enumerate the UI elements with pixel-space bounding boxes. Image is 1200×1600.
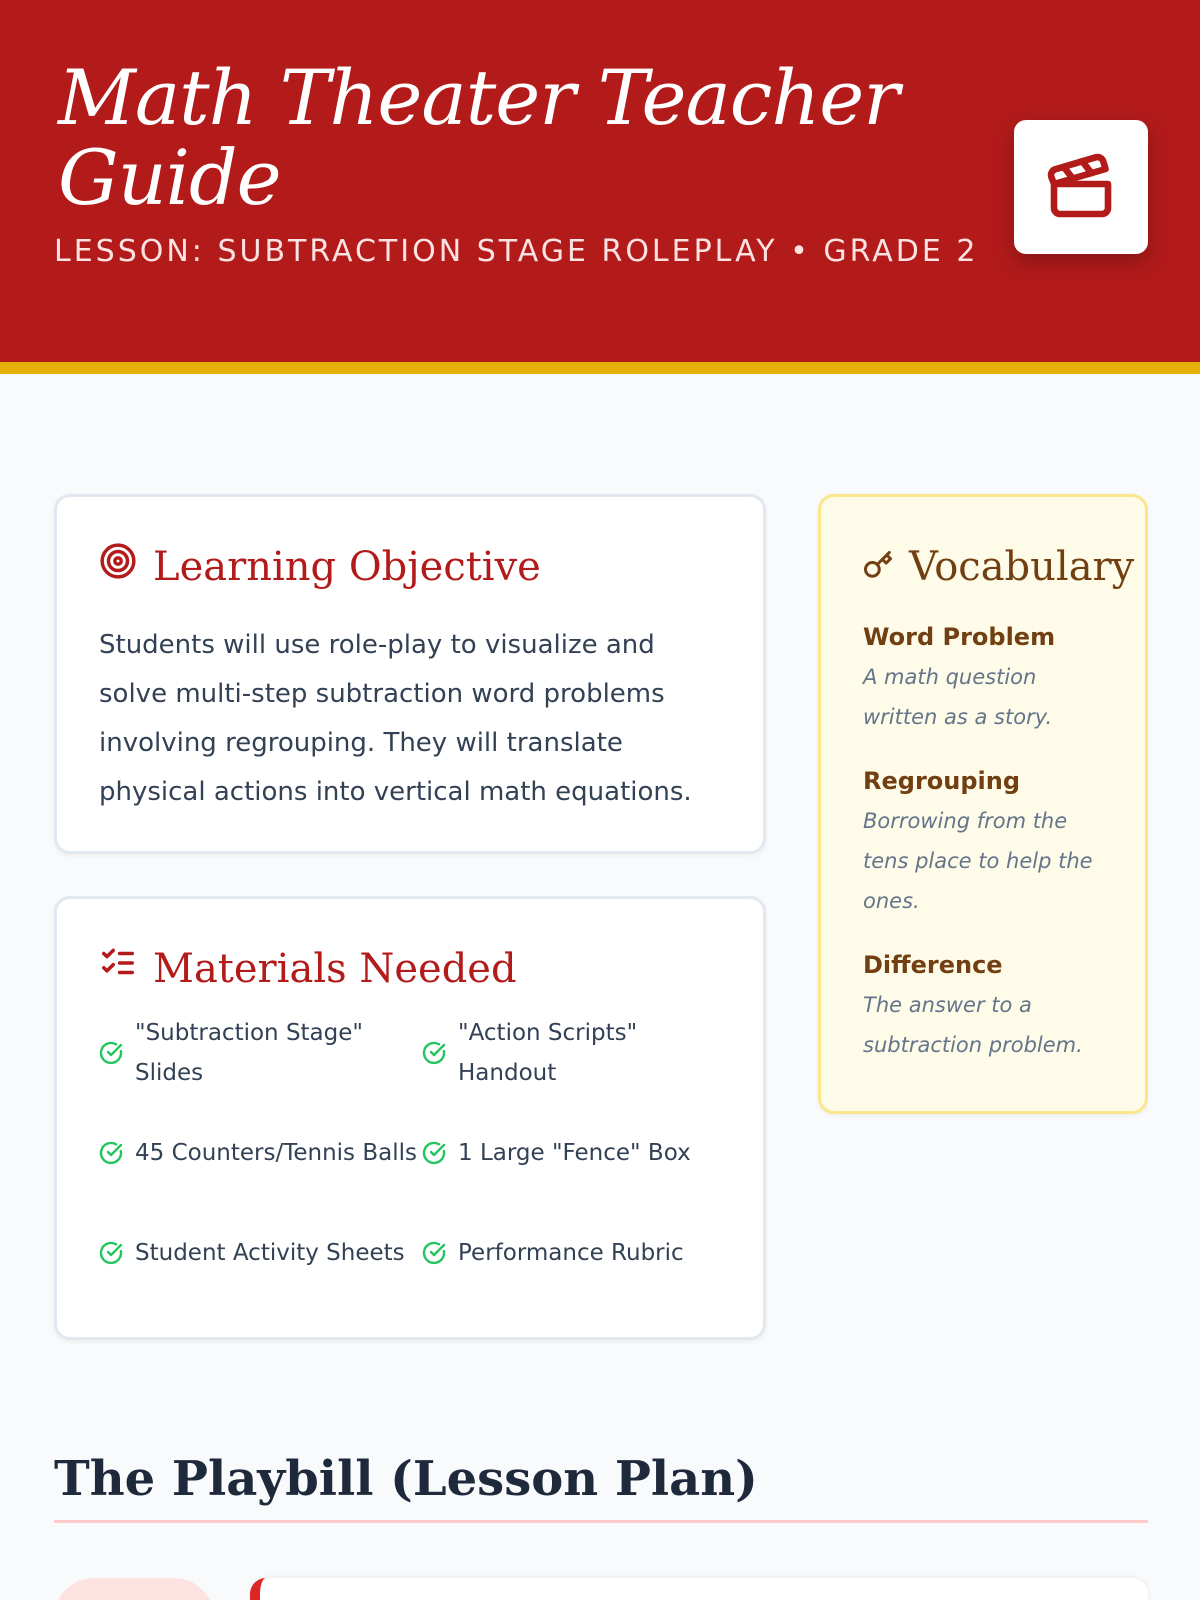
check-circle-icon [422,1141,446,1165]
materials-title: Materials Needed [153,946,517,992]
check-circle-icon [99,1141,123,1165]
materials-list [99,1013,729,1293]
lesson-subtitle: LESSON: SUBTRACTION STAGE ROLEPLAY • GRADE 2 [54,234,979,269]
materials-heading [99,939,517,999]
vocab-definition: Borrowing from the tens place to help the ones. [863,809,1093,913]
page-header [0,0,1200,374]
check-circle-icon [99,1241,123,1265]
material-label: 1 Large "Fence" Box [458,1140,691,1166]
step-badge [54,1578,214,1600]
list-item [422,1213,729,1293]
checklist-icon [99,939,137,999]
material-label: "Action Scripts" Handout [458,1020,638,1086]
vocabulary-heading [863,537,1134,597]
vocabulary-title: Vocabulary [909,544,1135,590]
list-item [422,1113,729,1193]
playbill-section-title: The Playbill (Lesson Plan) [54,1446,1148,1523]
vocab-term: Word Problem [863,623,1056,651]
vocab-term: Regrouping [863,767,1021,795]
check-circle-icon [422,1241,446,1265]
vocabulary-card [818,494,1148,1114]
learning-objective-text: Students will use role-play to visualize and solve multi-step subtraction word problems involving regrouping. They will translate physical actions into vertical math equations. [99,630,692,807]
check-circle-icon [422,1041,446,1065]
check-circle-icon [99,1041,123,1065]
lesson-step-card [250,1578,1148,1600]
list-item [99,1113,422,1193]
learning-objective-title: Learning Objective [153,544,541,590]
list-item [863,761,1113,921]
target-icon [99,537,137,597]
learning-objective-heading [99,537,541,597]
clapperboard-icon [1014,120,1148,254]
list-item [99,1013,422,1093]
list-item [863,945,1113,1065]
list-item [422,1013,729,1093]
material-label: 45 Counters/Tennis Balls [135,1140,417,1166]
page-title: Math Theater Teacher Guide [58,53,899,222]
vocab-term: Difference [863,951,1003,979]
key-icon [863,537,893,597]
vocab-definition: The answer to a subtraction problem. [863,993,1083,1057]
vocab-definition: A math question written as a story. [863,665,1053,729]
material-label: Student Activity Sheets [135,1240,405,1266]
list-item [863,617,1113,737]
vocabulary-list [863,617,1113,1089]
list-item [99,1213,422,1293]
learning-objective-card [54,494,766,854]
material-label: Performance Rubric [458,1240,684,1266]
materials-card [54,896,766,1340]
material-label: "Subtraction Stage" Slides [135,1020,363,1086]
